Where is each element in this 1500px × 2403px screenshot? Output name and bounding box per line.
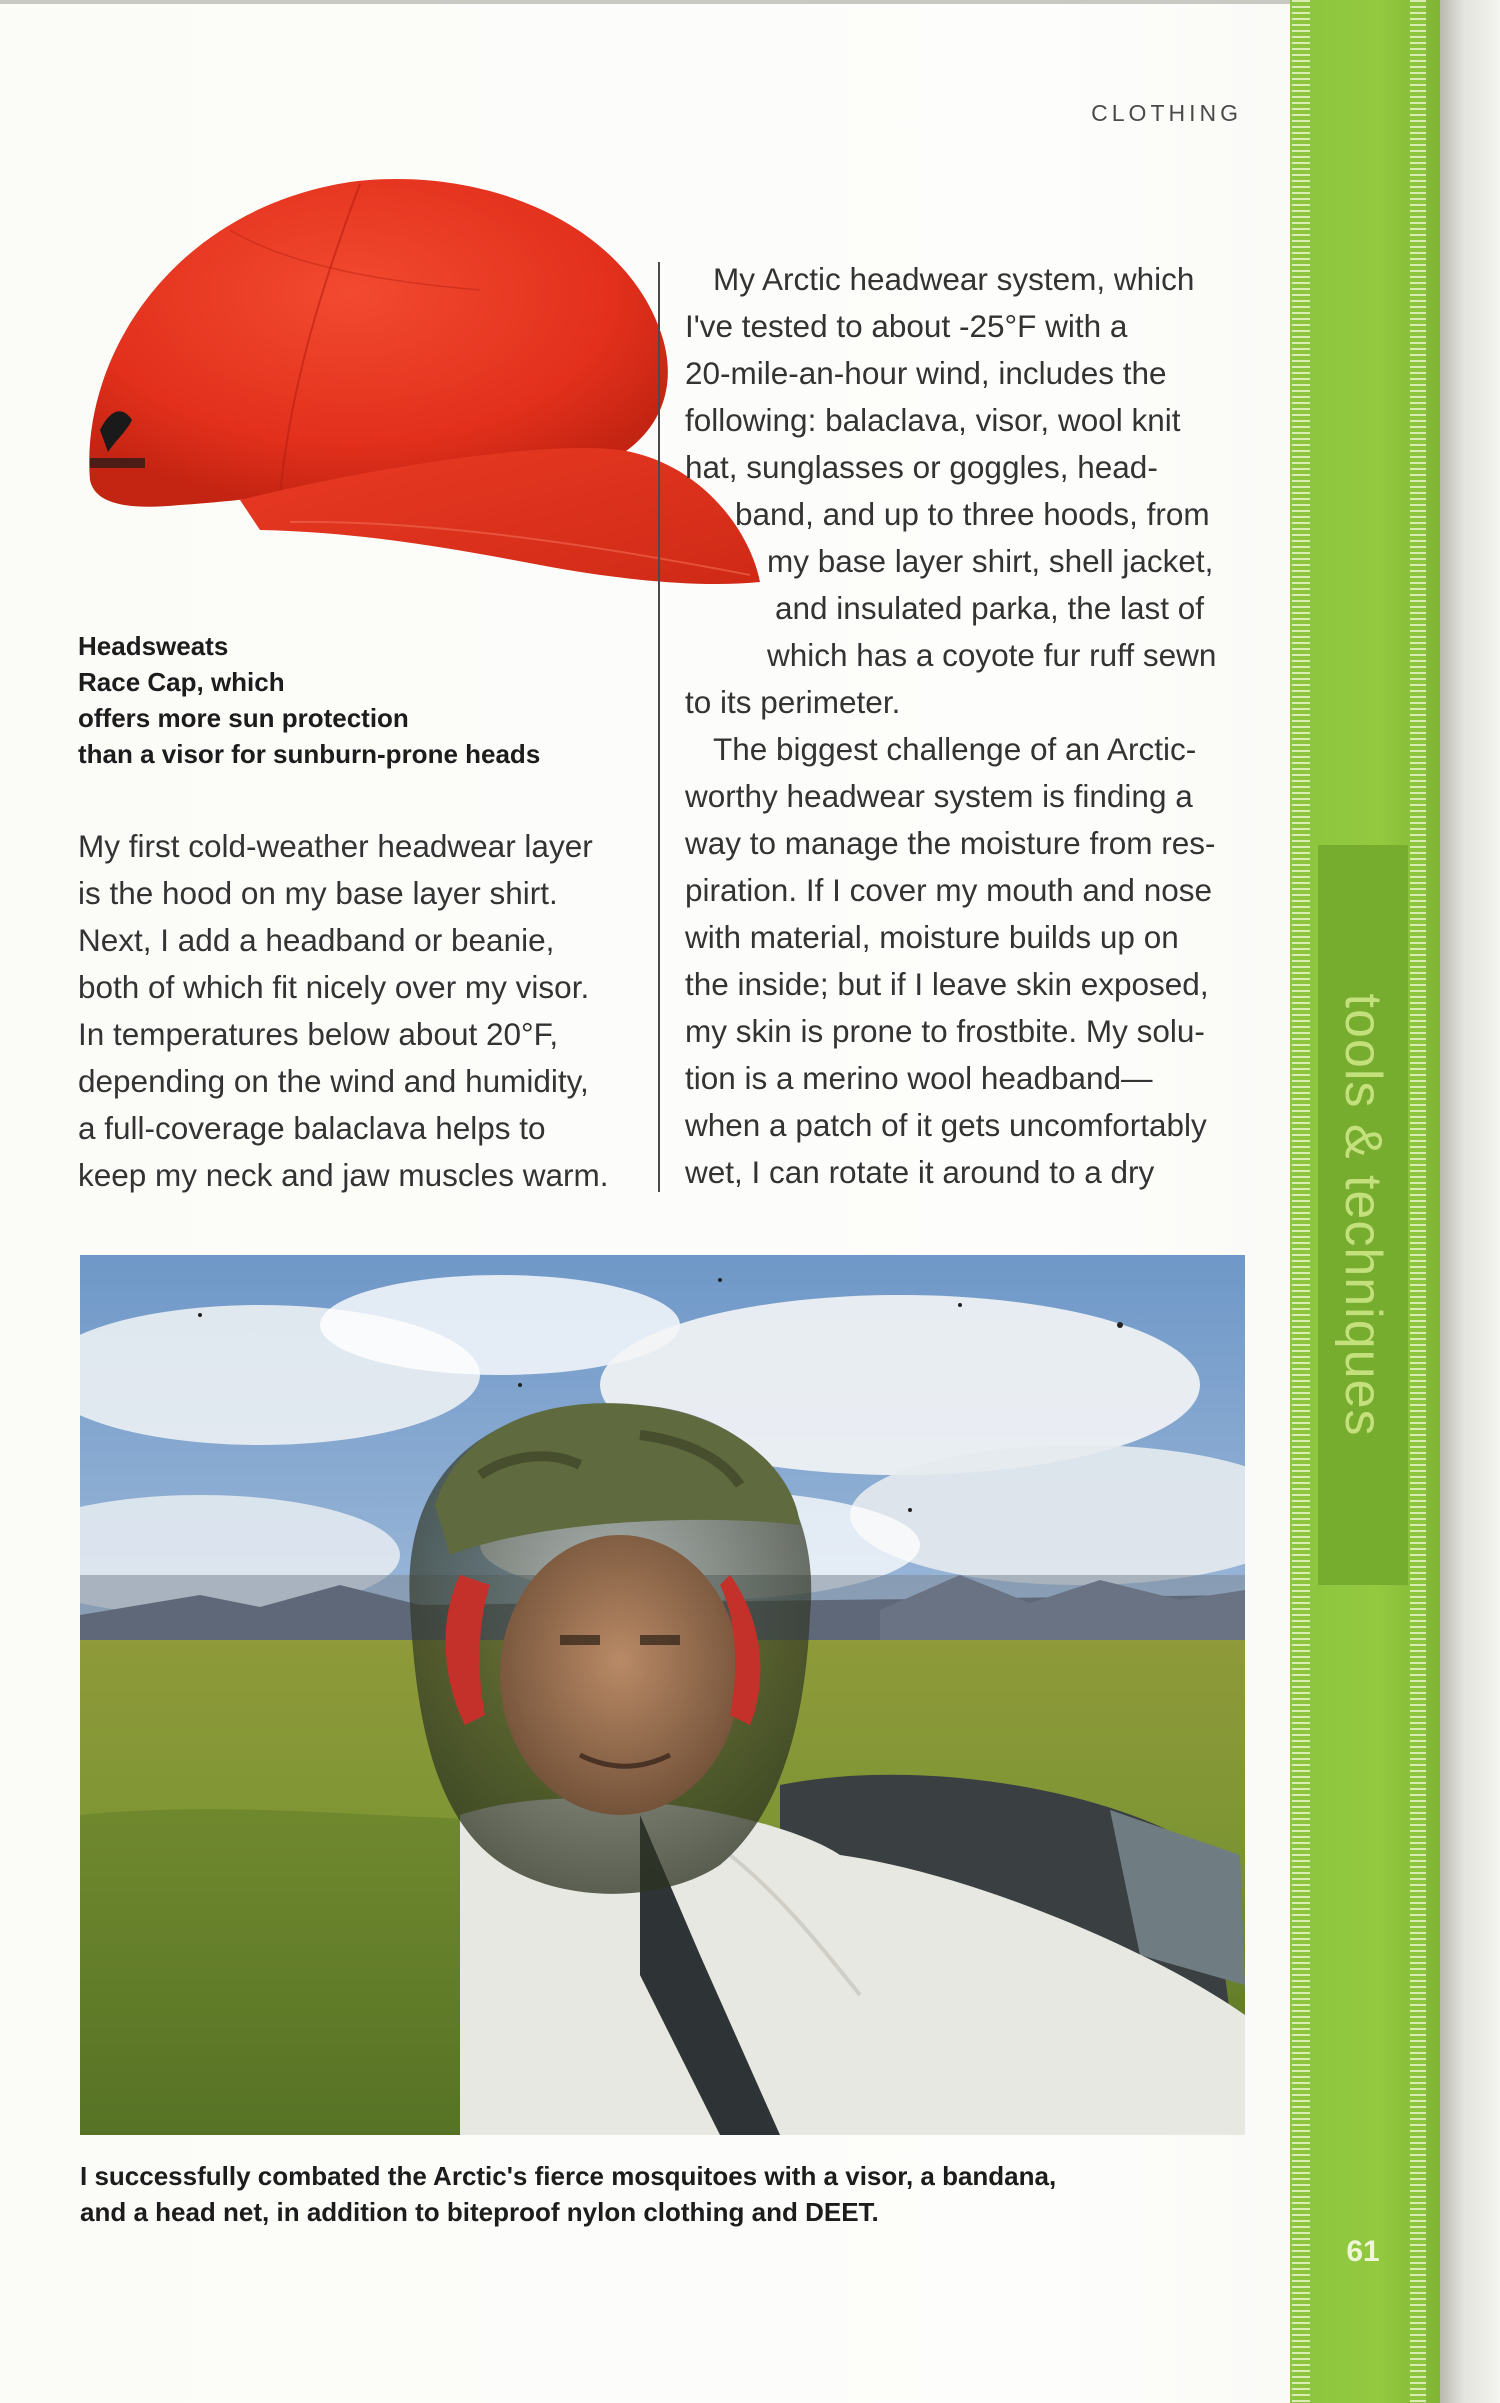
column-divider xyxy=(658,262,660,1192)
body-line: which has a coyote fur ruff sewn xyxy=(767,637,1217,673)
body-line: Next, I add a headband or beanie, xyxy=(78,922,555,958)
section-label-text: tools & techniques xyxy=(1334,993,1392,1437)
arctic-headnet-photo xyxy=(80,1255,1245,2135)
cap-caption xyxy=(78,628,638,772)
headnet-photo-illustration xyxy=(80,1255,1245,2135)
body-line: way to manage the moisture from res- xyxy=(685,825,1216,861)
photo-caption xyxy=(80,2158,1250,2230)
body-line: when a patch of it gets uncomfortably xyxy=(685,1107,1207,1143)
body-line: following: balaclava, visor, wool knit xyxy=(685,402,1181,438)
body-line: In temperatures below about 20°F, xyxy=(78,1016,559,1052)
body-line: keep my neck and jaw muscles warm. xyxy=(78,1157,609,1193)
body-line: the inside; but if I leave skin exposed, xyxy=(685,966,1209,1002)
page-number: 61 xyxy=(1346,2235,1380,2268)
body-line: 20-mile-an-hour wind, includes the xyxy=(685,355,1167,391)
body-line: depending on the wind and humidity, xyxy=(78,1063,589,1099)
body-line: hat, sunglasses or goggles, head- xyxy=(685,449,1158,485)
body-line: to its perimeter. xyxy=(685,684,901,720)
body-line: My Arctic headwear system, which xyxy=(713,261,1195,297)
body-line: My first cold-weather headwear layer xyxy=(78,828,593,864)
body-line: with material, moisture builds up on xyxy=(685,919,1179,955)
body-line: a full-coverage balaclava helps to xyxy=(78,1110,546,1146)
right-column-text xyxy=(685,256,1245,1196)
body-line: piration. If I cover my mouth and nose xyxy=(685,872,1213,908)
photo-caption-line: I successfully combated the Arctic's fierce mosquitoes with a visor, a bandana, xyxy=(80,2161,1057,2191)
body-line: my base layer shirt, shell jacket, xyxy=(767,543,1214,579)
page-top-edge xyxy=(0,0,1290,4)
body-line: is the hood on my base layer shirt. xyxy=(78,875,558,911)
tab-tick-marks xyxy=(1410,0,1426,2403)
body-line: I've tested to about -25°F with a xyxy=(685,308,1128,344)
body-line: The biggest challenge of an Arctic- xyxy=(713,731,1197,767)
body-line: and insulated parka, the last of xyxy=(775,590,1205,626)
body-line: my skin is prone to frostbite. My solu- xyxy=(685,1013,1205,1049)
race-cap-photo xyxy=(60,170,760,690)
photo-caption-line: and a head net, in addition to biteproof nylon clothing and DEET. xyxy=(80,2197,879,2227)
tab-tick-marks xyxy=(1292,0,1310,2403)
body-line: band, and up to three hoods, from xyxy=(735,496,1210,532)
body-line: worthy headwear system is finding a xyxy=(685,778,1193,814)
left-column-text xyxy=(78,823,638,1199)
race-cap-illustration xyxy=(60,170,760,690)
cap-caption-line: offers more sun protection xyxy=(78,703,409,733)
cap-caption-line: Headsweats xyxy=(78,631,229,661)
book-outer-edge xyxy=(1440,0,1500,2403)
body-line: tion is a merino wool headband— xyxy=(685,1060,1153,1096)
body-line: both of which fit nicely over my visor. xyxy=(78,969,590,1005)
section-label xyxy=(1318,845,1408,1585)
body-line: wet, I can rotate it around to a dry xyxy=(685,1154,1155,1190)
running-head: CLOTHING xyxy=(1091,100,1242,126)
cap-caption-line: than a visor for sunburn-prone heads xyxy=(78,739,541,769)
cap-caption-line: Race Cap, which xyxy=(78,667,285,697)
